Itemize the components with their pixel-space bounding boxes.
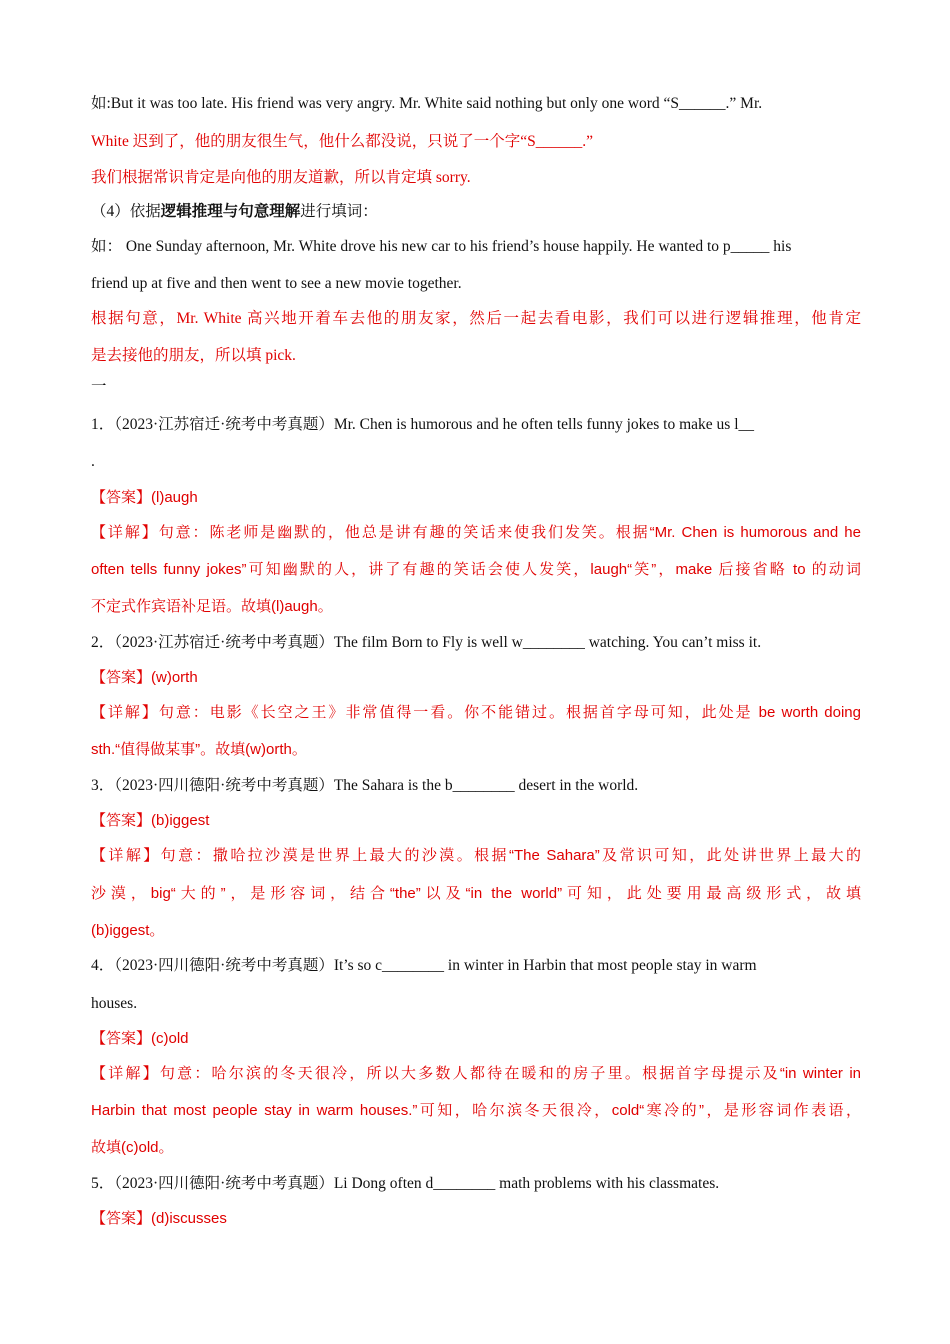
question-2-detail-line1: 【详解】句意：电影《长空之王》非常值得一看。你不能错过。根据首字母可知，此处是 be worth doing: [91, 704, 861, 721]
question-4-line1: 4．（2023·四川德阳·统考中考真题）It’s so c________ in winter in Harbin that most people stay in warm: [91, 957, 757, 974]
example3-english-line1: 如:But it was too late. His friend was very angry. Mr. White said nothing but only one word “S______.” Mr.: [91, 95, 763, 112]
question-2-answer: 【答案】(w)orth: [91, 669, 198, 686]
example4-english-line1: 如： One Sunday afternoon, Mr. White drove his new car to his friend’s house happily. He wanted to p_____ his: [91, 238, 792, 255]
question-4-answer: 【答案】(c)old: [91, 1030, 189, 1047]
question-4-detail-line3: 故填(c)old。: [91, 1139, 174, 1156]
question-4-detail-line2: Harbin that most people stay in warm houses.”可知，哈尔滨冬天很冷，cold“寒冷的”，是形容词作表语，: [91, 1102, 861, 1119]
example4-english-line2: friend up at five and then went to see a new movie together.: [91, 275, 462, 292]
example3-chinese-line1: White 迟到了，他的朋友很生气，他什么都没说，只说了一个字“S______.”: [91, 133, 594, 150]
example3-chinese-line2: 我们根据常识肯定是向他的朋友道歉，所以肯定填 sorry.: [91, 169, 471, 186]
question-5-line1: 5．（2023·四川德阳·统考中考真题）Li Dong often d________ math problems with his classmates.: [91, 1175, 720, 1192]
step4-suffix: 进行填词：: [300, 203, 378, 220]
question-1-line2: .: [91, 453, 95, 470]
question-3-detail-line1: 【详解】句意：撒哈拉沙漠是世界上最大的沙漠。根据“The Sahara”及常识可知，此处讲世界上最大的: [91, 847, 861, 864]
question-3-detail-line2: 沙漠，big“大的”，是形容词，结合“the”以及“in the world”可知，此处要用最高级形式，故填: [91, 885, 861, 902]
question-4-line2: houses.: [91, 995, 138, 1012]
question-1-detail-line1: 【详解】句意：陈老师是幽默的，他总是讲有趣的笑话来使我们发笑。根据“Mr. Chen is humorous and he: [91, 524, 861, 541]
question-1-detail-line2: often tells funny jokes”可知幽默的人，讲了有趣的笑话会使人发笑，laugh“笑”，make 后接省略 to 的动词: [91, 561, 861, 578]
example4-chinese-line2: 是去接他的朋友，所以填 pick.: [91, 347, 296, 364]
question-4-detail-line1: 【详解】句意：哈尔滨的冬天很冷，所以大多数人都待在暖和的房子里。根据首字母提示及“in winter in: [91, 1065, 861, 1082]
question-2-detail-line2: sth.“值得做某事”。故填(w)orth。: [91, 741, 307, 758]
step4-prefix: （4）依据: [91, 203, 161, 220]
question-3-answer: 【答案】(b)iggest: [91, 812, 210, 829]
question-3-line1: 3．（2023·四川德阳·统考中考真题）The Sahara is the b________ desert in the world.: [91, 777, 639, 794]
section-marker: 一: [91, 378, 107, 395]
question-5-answer: 【答案】(d)iscusses: [91, 1210, 227, 1227]
step4-heading: [91, 201, 861, 223]
question-1-detail-line3: 不定式作宾语补足语。故填(l)augh。: [91, 598, 333, 615]
step4-bold-phrase: 逻辑推理与句意理解: [160, 203, 301, 220]
example4-chinese-line1: 根据句意，Mr. White 高兴地开着车去他的朋友家，然后一起去看电影，我们可以进行逻辑推理，他肯定: [91, 310, 861, 327]
question-1-answer: 【答案】(l)augh: [91, 489, 198, 506]
question-1-line1: 1．（2023·江苏宿迁·统考中考真题）Mr. Chen is humorous and he often tells funny jokes to make us l__: [91, 416, 754, 433]
question-2-line1: 2．（2023·江苏宿迁·统考中考真题）The film Born to Fly is well w________ watching. You can’t miss it.: [91, 634, 762, 651]
question-3-detail-line3: (b)iggest。: [91, 922, 165, 939]
